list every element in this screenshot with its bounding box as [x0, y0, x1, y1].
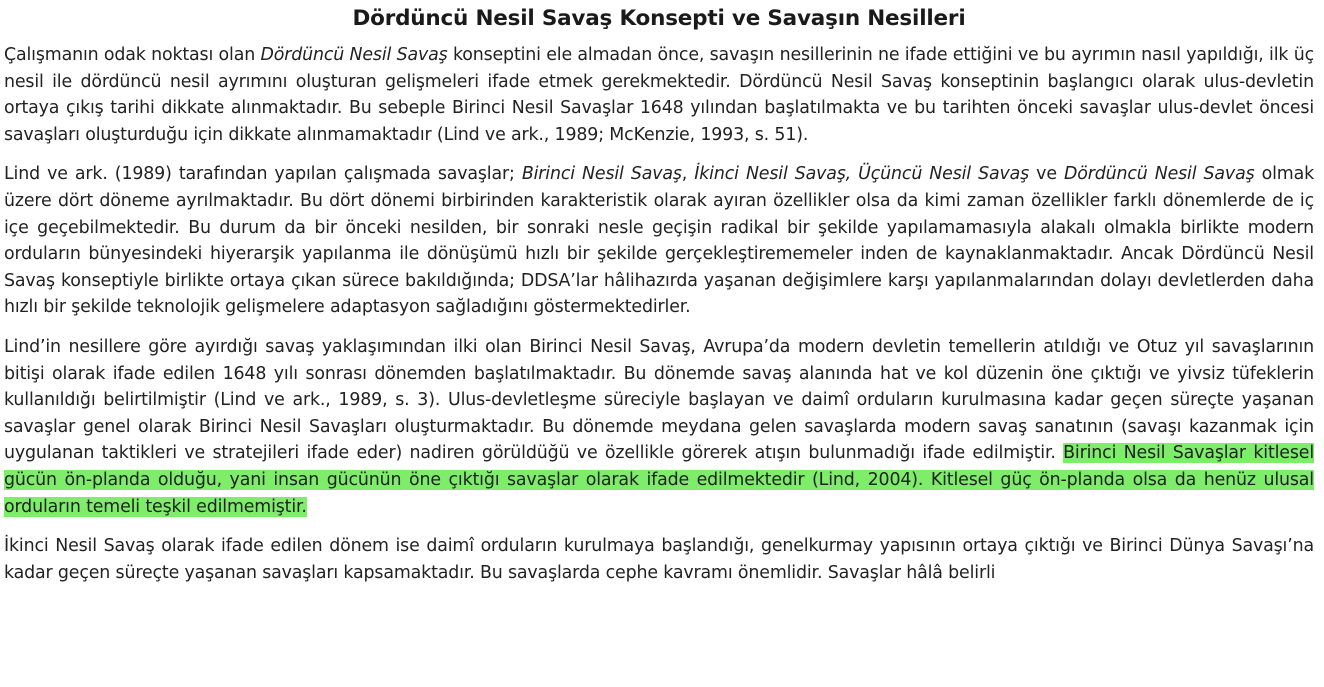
page-title: Dördüncü Nesil Savaş Konsepti ve Savaşın Nesilleri — [352, 6, 966, 31]
paragraph-2-text-3: ve — [1029, 164, 1064, 185]
paragraph-2-text-2: , — [681, 164, 695, 185]
paragraph-2-italic-term-1: Birinci Nesil Savaş — [521, 164, 682, 185]
paragraph-3-text-1: Lind’in nesillere göre ayırdığı savaş yaklaşımından ilki olan Birinci Nesil Savaş, Avrupa’da modern devletin temellerin atıldığı ve Otuz yıl savaşlarının bitişi olarak ifade edilen 1648 yılı sonrası dönemden başlatılmaktadır. Bu dönemde savaş alanında hat ve kol düzenin öne çıktığı ve yivsiz tüfeklerin kullanıldığı belirtilmiştir (Lind ve ark., 1989, s. 3). Ulus-devletleşme süreciyle başlayan ve daimî orduların kurulmasına kadar geçen süreçte yaşanan savaşlar genel olarak Birinci Nesil Savaşları oluşturmaktadır. Bu dönemde meydana gelen savaşlarda modern savaş sanatının (savaşı kazanmak için uygulanan taktikleri ve stratejileri ifade eder) nadiren görüldüğü ve özellikle görerek atışın bulunmadığı ifade edilmiştir. — [4, 336, 1314, 464]
paragraph-2-text-4: olmak üzere dört döneme ayrılmaktadır. Bu dört dönemi birbirinden karakteristik olarak ayıran özellikler olsa da kimi zaman özellikler farklı dönemlerde de iç içe geçebilmektedir. Bu durum da bir önceki nesilden, bir sonraki nesle geçişin radikal bir şekilde yapılamamasıyla alakalı olmakla birlikte modern orduların bünyesindeki hiyerarşik yapılanma ile dönüşümü hızlı bir şekilde gerçekleştirememeler inden de kaynaklanmaktadır. Ancak Dördüncü Nesil Savaş konseptiyle birlikte ortaya çıkan sürece bakıldığında; DDSA’lar hâlihazırda yaşanan değişimlere karşı yapılanmalarından dolayı devletlerden daha hızlı bir şekilde teknolojik gelişmelere adaptasyon sağladığını göstermektedirler. — [4, 164, 1315, 318]
paragraph-1-text-2: konseptini ele almadan önce, savaşın nesillerinin ne ifade ettiğini ve bu ayrımın nasıl yapıldığı, ilk üç nesil ile dördüncü nesil ayrımını oluşturan gelişmeleri ifade etmek gerekmektedir. Dördüncü Nesil Savaş konseptinin başlangıcı olarak ulus-devletin ortaya çıkış tarihi dikkate alınmaktadır. Bu sebeple Birinci Nesil Savaşlar 1648 yılından başlatılmakta ve bu tarihten önceki savaşlar ulus-devlet öncesi savaşları oluşturduğu için dikkate alınmamaktadır (Lind ve ark., 1989; McKenzie, 1993, s. 51). — [4, 45, 1314, 145]
paragraph-1-italic-term: Dördüncü Nesil Savaş — [260, 45, 448, 65]
paragraph-3 — [4, 334, 1314, 520]
paragraph-2-text-1: Lind ve ark. (1989) tarafından yapılan çalışmada savaşlar; — [4, 164, 522, 185]
highlighted-text[interactable]: Birinci Nesil Savaşlar kitlesel gücün ön-planda olduğu, yani insan gücünün öne çıktığı savaşlar olarak ifade edilmektedir (Lind, 2004). Kitlesel güç ön-planda olsa da henüz ulusal orduların temeli teşkil edilmemiştir. — [4, 443, 1314, 517]
paragraph-4-text-1: İkinci Nesil Savaş olarak ifade edilen dönem ise daimî orduların kurulmaya başlandığı, genelkurmay yapısının ortaya çıktığı ve Birinci Dünya Savaşı’na kadar geçen süreçte yaşanan savaşları kapsamaktadır. Bu savaşlarda cephe kavramı önemlidir. Savaşlar hâlâ belirli — [4, 536, 1314, 583]
paragraph-2-italic-term-3: Dördüncü Nesil Savaş — [1063, 164, 1255, 185]
paragraph-2-italic-term-2: İkinci Nesil Savaş, Üçüncü Nesil Savaş — [694, 164, 1030, 185]
paragraph-1 — [4, 42, 1314, 148]
paragraph-4 — [4, 533, 1314, 586]
paragraph-1-text-1: Çalışmanın odak noktası olan — [4, 45, 261, 65]
paragraph-2 — [4, 161, 1314, 321]
